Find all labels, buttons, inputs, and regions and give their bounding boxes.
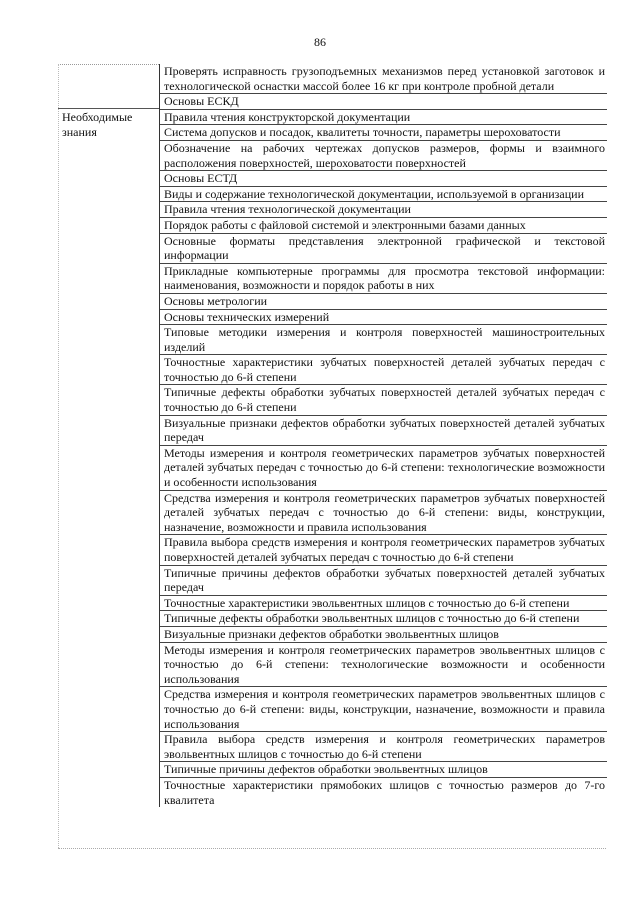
- row-separator: [58, 108, 159, 109]
- knowledge-item: Типовые методики измерения и контроля поверхностей машиностроительных изделий: [160, 325, 607, 355]
- knowledge-item: Порядок работы с файловой системой и электронными базами данных: [160, 218, 607, 234]
- table-bottom-rule: [58, 848, 606, 849]
- knowledge-item: Основы ЕСКД: [160, 94, 607, 110]
- page-number: 86: [314, 35, 326, 49]
- knowledge-item: Точностные характеристики эвольвентных шлицов с точностью до 6-й степени: [160, 596, 607, 612]
- knowledge-item: Визуальные признаки дефектов обработки зубчатых поверхностей деталей зубчатых передач: [160, 416, 607, 446]
- knowledge-item: Типичные причины дефектов обработки эвольвентных шлицов: [160, 762, 607, 778]
- knowledge-item: Основные форматы представления электронной графической и текстовой информации: [160, 234, 607, 264]
- table-top-rule: [58, 64, 159, 65]
- knowledge-item: Основы метрологии: [160, 294, 607, 310]
- knowledge-item: Виды и содержание технологической документации, используемой в организации: [160, 187, 607, 203]
- knowledge-item: Средства измерения и контроля геометрических параметров эвольвентных шлицов с точностью до 6-й степени: виды, конструкции, назначение, возможности и правила использования: [160, 687, 607, 732]
- knowledge-item: Типичные дефекты обработки эвольвентных шлицов с точностью до 6-й степени: [160, 611, 607, 627]
- knowledge-item: Методы измерения и контроля геометрических параметров эвольвентных шлицов с точностью до 6-й степени: технологические возможности и особенности использования: [160, 643, 607, 688]
- knowledge-item: Основы ЕСТД: [160, 171, 607, 187]
- knowledge-item: Обозначение на рабочих чертежах допусков размеров, формы и взаимного расположения поверхностей, шероховатости поверхностей: [160, 141, 607, 171]
- labor-action-item: Проверять исправность грузоподъемных механизмов перед установкой заготовок и технологической оснастки массой более 16 кг при контроле пробной детали: [160, 64, 607, 94]
- knowledge-item: Визуальные признаки дефектов обработки эвольвентных шлицов: [160, 627, 607, 643]
- knowledge-item: Основы технических измерений: [160, 310, 607, 326]
- knowledge-item: Типичные дефекты обработки зубчатых поверхностей деталей зубчатых передач с точностью до 6-й степени: [160, 385, 607, 415]
- knowledge-item: Прикладные компьютерные программы для просмотра текстовой информации: наименования, возможности и порядок работы в них: [160, 264, 607, 294]
- knowledge-item: Правила выбора средств измерения и контроля геометрических параметров зубчатых поверхностей деталей зубчатых передач с точностью до 6-й степени: [160, 535, 607, 565]
- knowledge-item: Правила чтения конструкторской документации: [160, 110, 607, 126]
- knowledge-item: Типичные причины дефектов обработки зубчатых поверхностей деталей зубчатых передач: [160, 566, 607, 596]
- knowledge-item: Средства измерения и контроля геометрических параметров зубчатых поверхностей деталей зубчатых передач с точностью до 6-й степени: виды, конструкции, назначение, возможности и правила использования: [160, 491, 607, 536]
- knowledge-item: Правила чтения технологической документации: [160, 202, 607, 218]
- table-left-border: [58, 64, 59, 848]
- section-label-required-knowledge: Необходимые знания: [62, 110, 133, 139]
- knowledge-item: Правила выбора средств измерения и контроля геометрических параметров эвольвентных шлицов с точностью до 6-й степени: [160, 732, 607, 762]
- knowledge-item: Точностные характеристики прямобоких шлицов с точностью размеров до 7-го квалитета: [164, 777, 605, 807]
- knowledge-item: Система допусков и посадок, квалитеты точности, параметры шероховатости: [160, 125, 607, 141]
- knowledge-item: Точностные характеристики зубчатых поверхностей деталей зубчатых передач с точностью до 6-й степени: [160, 355, 607, 385]
- requirements-column: [159, 64, 607, 807]
- knowledge-item: Методы измерения и контроля геометрических параметров зубчатых поверхностей деталей зубчатых передач с точностью до 6-й степени: технологические возможности и особенности использования: [160, 446, 607, 491]
